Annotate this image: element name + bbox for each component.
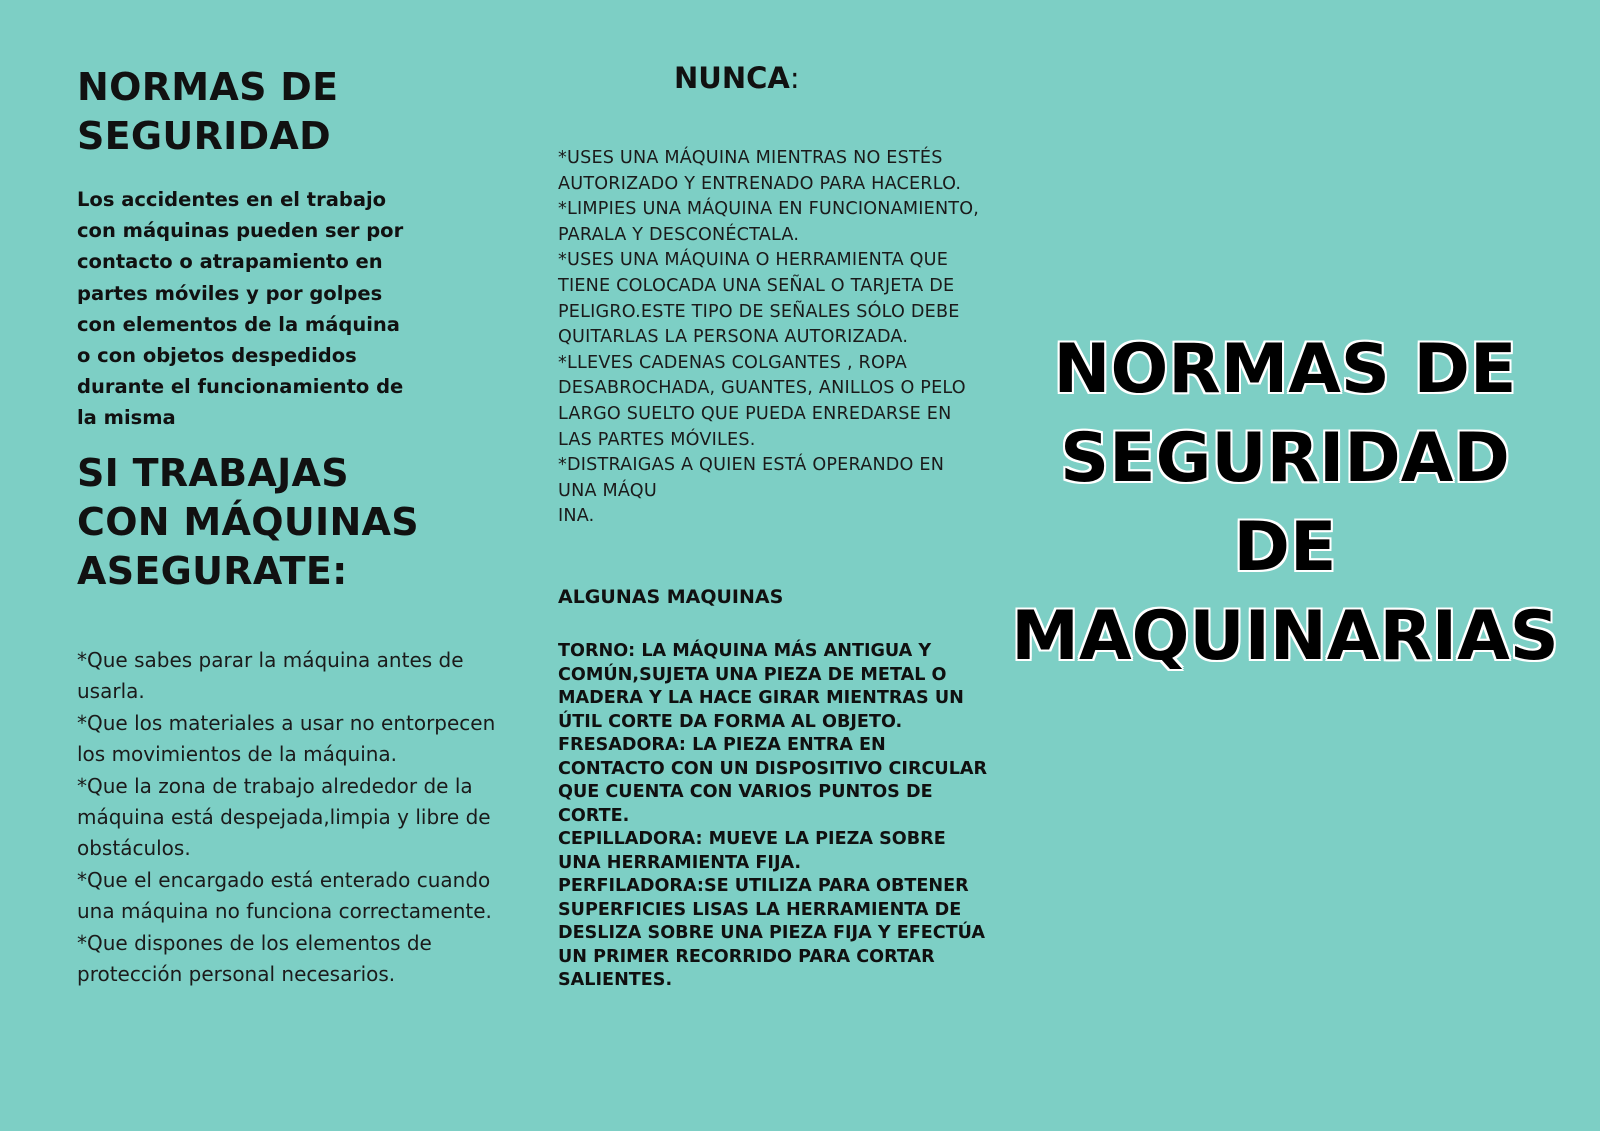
nunca-item: *LLEVES CADENAS COLGANTES , ROPA DESABROCHADA, GUANTES, ANILLOS O PELO LARGO SUELTO QUE PUEDA ENREDARSE EN LAS PARTES MÓVILES.: [558, 352, 966, 450]
machines-list: [558, 640, 988, 993]
checklist-item: *Que los materiales a usar no entorpecen los movimientos de la máquina.: [77, 710, 496, 767]
nunca-item: INA.: [558, 506, 595, 527]
checklist: [77, 645, 502, 990]
intro-paragraph: Los accidentes en el trabajo con máquinas pueden ser por contacto o atrapamiento en partes móviles y por golpes con elementos de la máquina o con objetos despedidos durante el funcionamiento de la misma: [77, 188, 404, 430]
nunca-list: [558, 146, 988, 530]
nunca-item: *USES UNA MÁQUINA O HERRAMIENTA QUE TIENE COLOCADA UNA SEÑAL O TARJETA DE PELIGRO.ESTE TIPO DE SEÑALES SÓLO DEBE QUITARLAS LA PERSONA AUTORIZADA.: [558, 250, 960, 348]
checklist-item: *Que el encargado está enterado cuando una máquina no funciona correctamente.: [77, 867, 492, 924]
checklist-item: *Que la zona de trabajo alrededor de la máquina está despejada,limpia y libre de obstáculos.: [77, 773, 491, 861]
machine-item: TORNO: LA MÁQUINA MÁS ANTIGUA Y COMÚN,SUJETA UNA PIEZA DE METAL O MADERA Y LA HACE GIRAR MIENTRAS UN ÚTIL CORTE DA FORMA AL OBJETO.: [558, 641, 964, 732]
machine-item: CEPILLADORA: MUEVE LA PIEZA SOBRE UNA HERRAMIENTA FIJA.: [558, 829, 946, 873]
nunca-title-colon: :: [789, 61, 800, 95]
machine-item: PERFILADORA:SE UTILIZA PARA OBTENER SUPERFICIES LISAS LA HERRAMIENTA DE DESLIZA SOBRE UNA PIEZA FIJA Y EFECTÚA UN PRIMER RECORRIDO PARA CORTAR SALIENTES.: [558, 876, 986, 990]
cover-title: [1005, 325, 1565, 681]
checklist-item: *Que dispones de los elementos de protección personal necesarios.: [77, 930, 432, 987]
cover-line3: DE: [1233, 508, 1337, 587]
cover-line1: NORMAS DE: [1053, 330, 1517, 409]
cover-line4: MAQUINARIAS: [1011, 597, 1559, 676]
nunca-item: *USES UNA MÁQUINA MIENTRAS NO ESTÉS AUTORIZADO Y ENTRENADO PARA HACERLO.: [558, 148, 962, 194]
machine-item: FRESADORA: LA PIEZA ENTRA EN CONTACTO CON UN DISPOSITIVO CIRCULAR QUE CUENTA CON VARIOS PUNTOS DE CORTE.: [558, 735, 988, 826]
left-title-line1: NORMAS DE: [77, 65, 339, 109]
left-panel-subtitle: [77, 449, 517, 596]
subtitle-line3: ASEGURATE:: [77, 549, 348, 593]
checklist-item: *Que sabes parar la máquina antes de usarla.: [77, 648, 464, 704]
left-title-line2: SEGURIDAD: [77, 114, 331, 158]
machines-heading: ALGUNAS MAQUINAS: [558, 586, 784, 608]
nunca-item: *LIMPIES UNA MÁQUINA EN FUNCIONAMIENTO, PARALA Y DESCONÉCTALA.: [558, 199, 980, 245]
nunca-item: *DISTRAIGAS A QUIEN ESTÁ OPERANDO EN UNA MÁQU: [558, 455, 945, 501]
nunca-title: [674, 60, 800, 96]
nunca-title-text: NUNCA: [674, 61, 790, 95]
cover-line2: SEGURIDAD: [1060, 419, 1510, 498]
subtitle-line1: SI TRABAJAS: [77, 451, 349, 495]
subtitle-line2: CON MÁQUINAS: [77, 500, 419, 544]
left-panel-title: [77, 63, 517, 161]
